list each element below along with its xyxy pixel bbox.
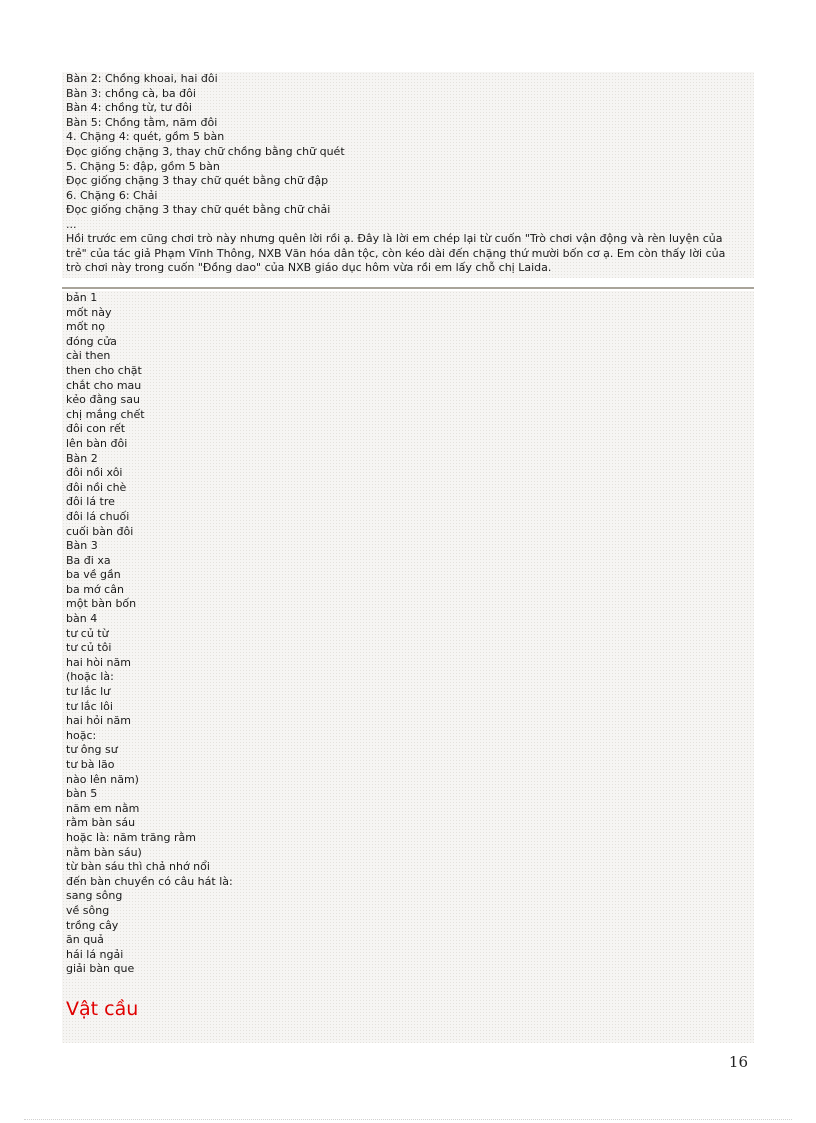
text-line: hái lá ngải [66,947,124,961]
text-line: tư ông sư [66,743,118,757]
text-line: tư lắc lôi [66,699,113,713]
text-line: một bàn bốn [66,597,137,611]
text-line: hai hòi năm [66,655,131,669]
text-line: 6. Chặng 6: Chải [66,188,158,202]
top-text-panel [62,72,754,278]
text-line: đôi nồi xôi [66,466,123,480]
text-line: nào lên năm) [66,772,139,786]
text-line: ba về gần [66,568,121,582]
text-line: giải bàn que [66,962,135,976]
text-line: tư củ tôi [66,641,112,655]
text-line: chắt cho mau [66,378,142,392]
section-divider [62,287,754,289]
text-line: sang sông [66,889,123,903]
text-line: ba mớ cân [66,582,124,596]
text-line: (hoặc là: [66,670,114,684]
text-line: Bàn 2: Chồng khoai, hai đôi [66,72,218,85]
text-line: Bàn 2 [66,451,98,465]
text-line: cuối bàn đôi [66,524,134,538]
text-line: lên bàn đôi [66,436,128,450]
text-line: nằm bàn sáu) [66,845,142,859]
text-line: Bàn 5: Chồng tằm, năm đôi [66,115,218,129]
text-line: chị mắng chết [66,407,145,421]
top-lines-list [66,72,345,233]
text-line: hoặc: [66,728,97,742]
text-line: Ba đi xa [66,553,111,567]
text-line: tư củ từ [66,626,109,640]
text-line: đôi lá tre [66,495,115,509]
text-line: then cho chặt [66,363,142,377]
text-line: Đọc giống chặng 3 thay chữ quét bằng chữ đập [66,174,329,188]
text-line: đôi con rết [66,422,126,436]
text-line: Đọc giống chặng 3 thay chữ quét bằng chữ chải [66,203,331,217]
section-heading: Vật cầu [66,998,139,1020]
bottom-text-panel [62,291,754,1043]
text-line: về sông [66,903,110,917]
page-number: 16 [728,1053,748,1071]
text-line: bàn 4 [66,612,98,626]
text-line: mốt nọ [66,320,105,334]
text-line: đôi nồi chè [66,480,127,494]
text-line: Bàn 3 [66,539,98,553]
text-line: đôi lá chuối [66,509,130,523]
text-line: tư bà lão [66,758,115,771]
text-line: Bàn 4: chồng từ, tư đôi [66,101,192,115]
text-line: đến bàn chuyền có câu hát là: [66,874,233,888]
text-line: hai hỏi năm [66,714,131,728]
text-line: từ bàn sáu thì chả nhớ nổi [66,860,210,874]
text-line: năm em nằm [66,801,140,815]
text-line: Đọc giống chặng 3, thay chữ chồng bằng chữ quét [66,144,345,158]
intro-paragraph: Hồi trước em cũng chơi trò này nhưng quên lời rồi ạ. Đây là lời em chép lại từ cuốn "Trò chơi vận động và rèn luyện của trẻ" của tác giả Phạm Vĩnh Thông, NXB Văn hóa dân tộc, còn kéo dài đến chặng thứ mười bốn cơ ạ. Em còn thấy lời của trò chơi này trong cuốn "Đồng dao" của NXB giáo dục hôm vừa rồi em lấy chỗ chị Laida. [66,232,726,275]
text-line: mốt này [66,305,112,319]
text-line: ... [66,217,77,231]
text-line: 5. Chặng 5: đập, gồm 5 bàn [66,159,220,173]
page-bottom-rule [24,1119,792,1120]
text-line: tư lắc lư [66,685,111,699]
text-line: ăn quả [66,933,104,947]
text-line: rằm bàn sáu [66,816,136,830]
text-line: 4. Chặng 4: quét, gồm 5 bàn [66,130,225,144]
text-line: cài then [66,349,111,363]
text-line: đóng cửa [66,334,117,348]
text-line: Bàn 3: chồng cà, ba đôi [66,86,196,100]
text-line: hoặc là: năm trăng rằm [66,830,196,844]
text-line: bản 1 [66,291,98,304]
verse-lines-list [66,291,233,977]
text-line: trồng cây [66,918,119,932]
text-line: kẻo đằng sau [66,393,140,407]
text-line: bàn 5 [66,787,98,801]
